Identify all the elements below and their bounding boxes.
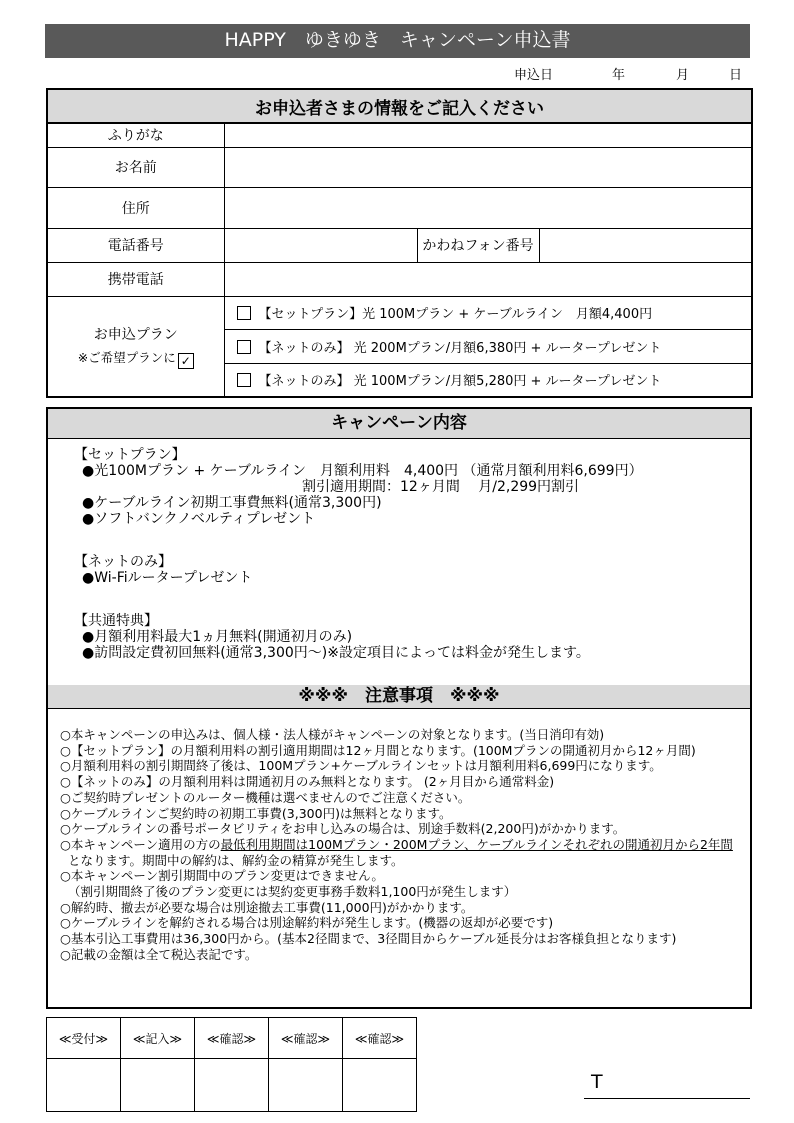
set-plan-discount-period: 割引適用期間：12ヶ月間 月/2,299円割引	[302, 479, 580, 495]
checkbox-icon[interactable]	[237, 373, 251, 387]
plan-option-set[interactable]	[224, 296, 752, 329]
stamp-box[interactable]	[195, 1059, 269, 1112]
plan-option-label: 【ネットのみ】 光 200Mプラン/月額6,380円 + ルータープレゼント	[258, 340, 662, 356]
set-plan-item: ●光100Mプラン + ケーブルライン 月額利用料 4,400円 （通常月額利用料6,699円）	[82, 463, 643, 479]
set-plan-item: ●ソフトバンクノベルティプレゼント	[82, 511, 316, 527]
furigana-field[interactable]	[224, 123, 752, 147]
common-benefit-title: 【共通特典】	[74, 613, 158, 629]
notes-list	[60, 727, 746, 963]
stamp-label-confirmed: ≪確認≫	[269, 1018, 343, 1059]
set-plan-item: ●ケーブルライン初期工事費無料(通常3,300円)	[82, 495, 382, 511]
mobile-field[interactable]	[224, 262, 752, 296]
name-label: お名前	[47, 147, 224, 187]
campaign-header: キャンペーン内容	[48, 409, 750, 439]
note-item: ○基本引込工事費用は36,300円から。(基本2径間まで、3径間目からケーブル延長分はお客様負担となります)	[60, 931, 677, 947]
note-underlined-text: 最低利用期間は100Mプラン・200Mプラン、ケーブルラインそれぞれの開通初月から2年間	[220, 836, 733, 852]
stamp-table	[46, 1017, 417, 1112]
campaign-box	[46, 407, 752, 1009]
stamp-label-confirmed: ≪確認≫	[195, 1018, 269, 1059]
stamp-box[interactable]	[269, 1059, 343, 1112]
mobile-label: 携帯電話	[47, 262, 224, 296]
note-item: ○本キャンペーン割引期間中のプラン変更はできません。	[60, 868, 384, 884]
note-item: ○【セットプラン】の月額利用料の割引適用期間は12ヶ月間となります。(100Mプランの開通初月から12ヶ月間)	[60, 742, 696, 758]
plan-option-label: 【セットプラン】光 100Mプラン + ケーブルライン 月額4,400円	[258, 307, 653, 322]
stamp-label-entered: ≪記入≫	[121, 1018, 195, 1059]
date-year-label: 年	[612, 68, 626, 83]
plan-note-text: ※ご希望プランに	[77, 349, 176, 365]
address-label: 住所	[47, 187, 224, 228]
plan-label-cell	[47, 296, 224, 397]
note-item: ○ケーブルラインを解約される場合は別途解約料が発生します。(機器の返却が必要です)	[60, 915, 554, 931]
plan-label: お申込プラン	[93, 326, 178, 343]
t-field-line[interactable]	[584, 1098, 750, 1099]
kawane-phone-field[interactable]	[539, 228, 752, 262]
note-item: ○ケーブルラインの番号ポータビリティをお申し込みの場合は、別途手数料(2,200円)がかかります。	[60, 821, 626, 837]
kawane-phone-label: かわねフォン番号	[417, 228, 539, 262]
check-mark-icon: ✓	[178, 353, 194, 369]
plan-option-label: 【ネットのみ】 光 100Mプラン/月額5,280円 + ルータープレゼント	[258, 374, 662, 390]
note-item: ○本キャンペーンの申込みは、個人様・法人様がキャンペーンの対象となります。(当日消印有効)	[60, 727, 605, 742]
date-month-label: 月	[676, 68, 690, 83]
note-item: ○月額利用料の割引期間終了後は、100Mプラン+ケーブルラインセットは月額利用料6,699円になります。	[60, 758, 662, 774]
note-item: ○ご契約時プレゼントのルーター機種は選べませんのでご注意ください。	[60, 789, 471, 805]
furigana-label: ふりがな	[47, 123, 224, 147]
address-field[interactable]	[224, 187, 752, 228]
common-benefit-item: ●月額利用料最大1ヵ月無料(開通初月のみ)	[82, 629, 353, 645]
set-plan-title: 【セットプラン】	[74, 447, 186, 463]
form-title: HAPPY ゆきゆき キャンペーン申込書	[45, 24, 750, 57]
applicant-section-header: お申込者さまの情報をご記入ください	[47, 89, 752, 123]
note-text: ○本キャンペーン適用の方の	[60, 836, 221, 852]
stamp-label-confirmed: ≪確認≫	[343, 1018, 417, 1059]
campaign-content	[74, 447, 643, 661]
title-divider	[45, 57, 750, 58]
plan-option-net200[interactable]	[224, 329, 752, 363]
note-item-continued: （割引期間終了後のプラン変更には契約変更事務手数料1,100円が発生します）	[68, 884, 517, 900]
stamp-box[interactable]	[47, 1059, 121, 1112]
phone-label: 電話番号	[47, 228, 224, 262]
stamp-label-received: ≪受付≫	[47, 1018, 121, 1059]
note-item: ○記載の金額は全て税込表記です。	[60, 946, 258, 962]
plan-option-net100[interactable]	[224, 363, 752, 397]
t-mark: T	[591, 1071, 603, 1093]
applicant-info-table	[46, 88, 753, 398]
net-only-item: ●Wi-Fiルータープレゼント	[82, 570, 253, 586]
note-item: ○【ネットのみ】の月額利用料は開通初月のみ無料となります。 (2ヶ月目から通常料金)	[60, 774, 555, 790]
name-field[interactable]	[224, 147, 752, 187]
note-item: ○ケーブルラインご契約時の初期工事費(3,300円)は無料となります。	[60, 805, 452, 821]
net-only-title: 【ネットのみ】	[74, 554, 172, 570]
checkbox-icon[interactable]	[237, 340, 251, 354]
plan-note	[48, 348, 224, 369]
stamp-box[interactable]	[121, 1059, 195, 1112]
phone-field[interactable]	[224, 228, 417, 262]
stamp-box[interactable]	[343, 1059, 417, 1112]
note-item	[60, 837, 746, 853]
checkbox-icon[interactable]	[237, 306, 251, 320]
note-item-continued: となります。期間中の解約は、解約金の精算が発生します。	[68, 852, 404, 868]
date-day-label: 日	[729, 68, 743, 83]
common-benefit-item: ●訪問設定費初回無料(通常3,300円～)※設定項目によっては料金が発生します。	[82, 645, 590, 661]
notes-header: ※※※ 注意事項 ※※※	[48, 685, 750, 709]
application-date-label: 申込日	[514, 68, 554, 83]
note-item: ○解約時、撤去が必要な場合は別途撤去工事費(11,000円)がかかります。	[60, 899, 474, 915]
